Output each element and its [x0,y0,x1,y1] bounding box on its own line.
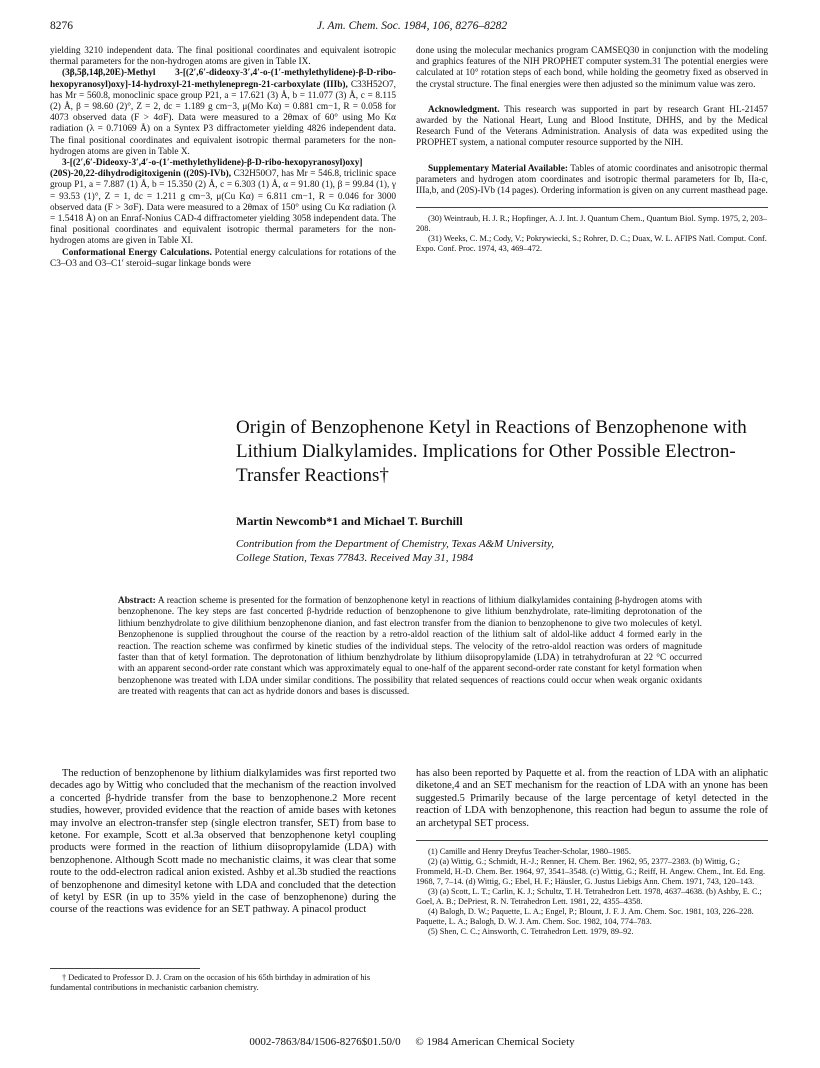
page-number: 8276 [50,20,73,32]
paragraph [50,248,396,270]
body-right-column [416,768,768,937]
section-heading: Acknowledgment. [428,104,500,115]
body-left-column [50,768,396,917]
paragraph-text: Potential energy calculations for rotations of the C3–O3 and O3–C1′ steroid–sugar linkage bonds were [50,247,396,269]
reference: (31) Weeks, C. M.; Cody, V.; Pokrywiecki, S.; Rohrer, D. C.; Duax, W. L. AFIPS Natl. Comput. Conf. Expo. Conf. Proc. 1974, 43, 469–472. [416,234,767,254]
compound-name: 3-[(2′,6′-Dideoxy-3′,4′-o-(1′-methylethylidene)-β-D-ribo-hexopyranosyl)oxy](20S)-20,22-dihydrodigitoxigenin ((20S)-IVb), [50,158,363,180]
paragraph-text: This research was supported in part by research Grant HL-21457 awarded by the National Heart, Lung and Blood Institute, DHHS, and by the Medical Research Fund of the Veterans Administration. Analysis of data was expedited using the PROPHET system, a national computer resource supported by the NIH. [416,104,768,149]
paragraph [50,158,396,248]
paragraph-text: Tables of atomic coordinates and anisotropic thermal parameters and hydrogen atom coordinates and isotropic thermal parameters for Ib, IIa-c, IIIa,b, and (20S)-IVb (14 pages). Ordering information is given on any current masthead page. [416,163,768,197]
article-code: 0002-7863/84/1506-8276$01.50/0 [249,1036,401,1048]
dedication-footnote [50,968,396,993]
running-header [50,20,774,36]
paragraph: yielding 3210 independent data. The final positional coordinates and equivalent isotropic thermal parameters for the non-hydrogen atoms are given in Table IX. [50,46,396,68]
reference: (30) Weintraub, H. J. R.; Hopfinger, A. J. Int. J. Quantum Chem., Quantum Biol. Symp. 1975, 2, 203–208. [416,214,768,234]
abstract-label: Abstract: [118,596,156,606]
section-heading: Supplementary Material Available: [428,163,568,174]
page-footer [50,1036,774,1048]
reference: (4) Balogh, D. W.; Paquette, L. A.; Engel, P.; Blount, J. F. J. Am. Chem. Soc. 1981, 103, 226–228. Paquette, L. A.; Balogh, D. W. J. Am. Chem. Soc. 1982, 104, 774–783. [416,907,754,927]
reference: (1) Camille and Henry Dreyfus Teacher-Scholar, 1980–1985. [428,847,631,857]
received-line: College Station, Texas 77843. Received May 31, 1984 [236,552,474,564]
acknowledgment [416,105,768,150]
paragraph-text: C32H50O7, has Mr = 546.8, triclinic space group P1, a = 7.887 (1) Å, b = 15.350 (2) Å, c = 6.303 (1) Å, α = 91.80 (1), β = 99.84 (1), γ = 93.53 (1)°, Z = 1, dc = 1.211 g cm−3, μ(Cu Kα) = 6.811 cm−1, R = 0.046 for 3000 observed data (F > 3σF). Data were measured to a 2θmax of 150° using Cu Kα radiation (λ = 1.5418 Å) on an Enraf-Nonius CAD-4 diffractometer yielding 3058 independent data. The final positional coordinates and equivalent isotropic thermal parameters for the non-hydrogen atoms are given in Table XI. [50,169,396,247]
divider [50,968,200,969]
abstract [118,596,702,699]
paragraph: done using the molecular mechanics program CAMSEQ30 in conjunction with the modeling and graphics features of the NIH PROPHET computer system.31 The potential energies were calculated at 10° rotation steps of each bond, while holding the geometry fixed as observed in the crystal structure. The final energies were then adjusted so the minimum value was zero. [416,46,768,90]
abstract-text: A reaction scheme is presented for the formation of benzophenone ketyl in reactions of lithium dialkylamides containing β-hydrogen atoms with benzophenone. The key steps are fast concerted β-hydride reduction of benzophenone to give lithium benzhydrolate, rate-limiting deprotonation of the lithium benzhydrolate to give dilithium benzophenone dianion, and fast electron transfer from the dianion to benzophenone to give two molecules of ketyl. Benzophenone is supplied throughout the course of the reaction by a retro-aldol reaction of the lithium salt of aldol-like adduct 4 formed early in the reaction. The reaction scheme was confirmed by kinetic studies of the individual steps. The velocity of the retro-aldol reaction was orders of magnitude faster than that of ketyl formation. The deprotonation of lithium benzhydrolate by lithium diisopropylamide (LDA) in tetrahydrofuran at 22 °C occurred with an apparent second-order rate constant which was approximately equal to one-half of the apparent second-order rate constant for ketyl formation when benzophenone was treated with LDA under similar conditions. The possibility that related sequences of reactions could occur when weak organic oxidants are treated with reagents that can act as hydride donors and bases is discussed. [118,596,702,698]
reference: (5) Shen, C. C.; Ainsworth, C. Tetrahedron Lett. 1979, 89–92. [428,927,634,937]
paragraph-text: C33H52O7, has Mr = 560.8, monoclinic space group P21, a = 17.621 (3) Å, b = 11.077 (3) Å, c = 8.115 (2) Å, β = 98.60 (2)°, Z = 2, dc = 1.189 g cm−3, μ(Mo Kα) = 0.881 cm−1, R = 0.058 for 4073 observed data (F > 4σF). Data were measured to a 2θmax of 60° using Mo Kα radiation (λ = 0.71069 Å) on a Syntex P3 diffractometer yielding 4826 independent data. The final positional coordinates and equivalent isotropic thermal parameters for the non-hydrogen atoms are given in Table X. [50,79,397,157]
copyright: © 1984 American Chemical Society [415,1036,575,1048]
footnote-text: † Dedicated to Professor D. J. Cram on the occasion of his 65th birthday in admiration of his fundamental contributions in mechanistic carbanion chemistry. [50,973,371,992]
compound-name: (3β,5β,14β,20E)-Methyl 3-[(2′,6′-dideoxy-3′,4′-o-(1′-methylethylidene)-β-D-ribo-hexopyranosyl)oxy]-14-hydroxyl-21-methylenepregn-21-carboxylate (IIIb), [50,68,396,90]
divider [416,207,768,208]
article-title: Origin of Benzophenone Ketyl in Reactions of Benzophenone with Lithium Dialkylamides. Implications for Other Possible Electron-Transfer Reactions† [236,417,747,486]
affiliation-line: Contribution from the Department of Chemistry, Texas A&M University, [236,538,554,550]
supplementary-material [416,164,768,198]
divider [416,840,768,841]
journal-citation: J. Am. Chem. Soc. 1984, 106, 8276–8282 [316,20,508,32]
paragraph [50,68,396,158]
paragraph: has also been reported by Paquette et al. from the reaction of LDA with an aliphatic diketone,4 and an SET mechanism for the reaction of LDA with an ynone has been suggested.5 Primarily because of the large percentage of ketyl detected in the reaction of LDA with benzophenone, this reaction had begun to assume the role of an archetypal SET process. [416,768,768,829]
reference: (3) (a) Scott, L. T.; Carlin, K. J.; Schultz, T. H. Tetrahedron Lett. 1978, 4637–4638. (b) Ashby, E. C.; Goel, A. B.; DePriest, R. N. Tetrahedron Lett. 1981, 22, 4355–4358. [416,887,762,907]
reference: (2) (a) Wittig, G.; Schmidt, H.-J.; Renner, H. Chem. Ber. 1962, 95, 2377–2383. (b) Wittig, G.; Frommeld, H.-D. Chem. Ber. 1964, 97, 3541–3548. (c) Wittig, G.; Reiff, H. Angew. Chem., Int. Ed. Eng. 1968, 7, 7–14. (d) Wittig, G.; Ebel, H. F.; Häusler, G. Justus Liebigs Ann. Chem. 1971, 743, 120–143. [416,857,766,887]
top-right-column [416,46,768,254]
article-authors: Martin Newcomb*1 and Michael T. Burchill [236,514,463,528]
paragraph: The reduction of benzophenone by lithium dialkylamides was first reported two decades ago by Wittig who concluded that the mechanism of the reaction involved a concerted β-hydride transfer from the base to benzophenone.2 More recent studies, however, provided evidence that the reaction of amide bases with ketones may involve an electron-transfer step (single electron transfer, SET) from base to ketone. For example, Scott et al.3a observed that benzophenone ketyl coupling products were formed in the reaction of lithium diisopropylamide (LDA) with benzophenone. Although Scott made no mechanistic claims, it was clear that some route to the odd-electron radical anion existed. Ashby et al.3b studied the reactions of benzophenone and dimesityl ketone with LDA and concluded that the detection of ketyl by ESR (in up to 35% yield in the case of benzophenone) during the course of the reactions was evidence for an SET pathway. A pinacol product [50,768,396,916]
top-left-column [50,46,396,270]
affiliation [236,537,776,565]
section-heading: Conformational Energy Calculations. [62,247,212,258]
